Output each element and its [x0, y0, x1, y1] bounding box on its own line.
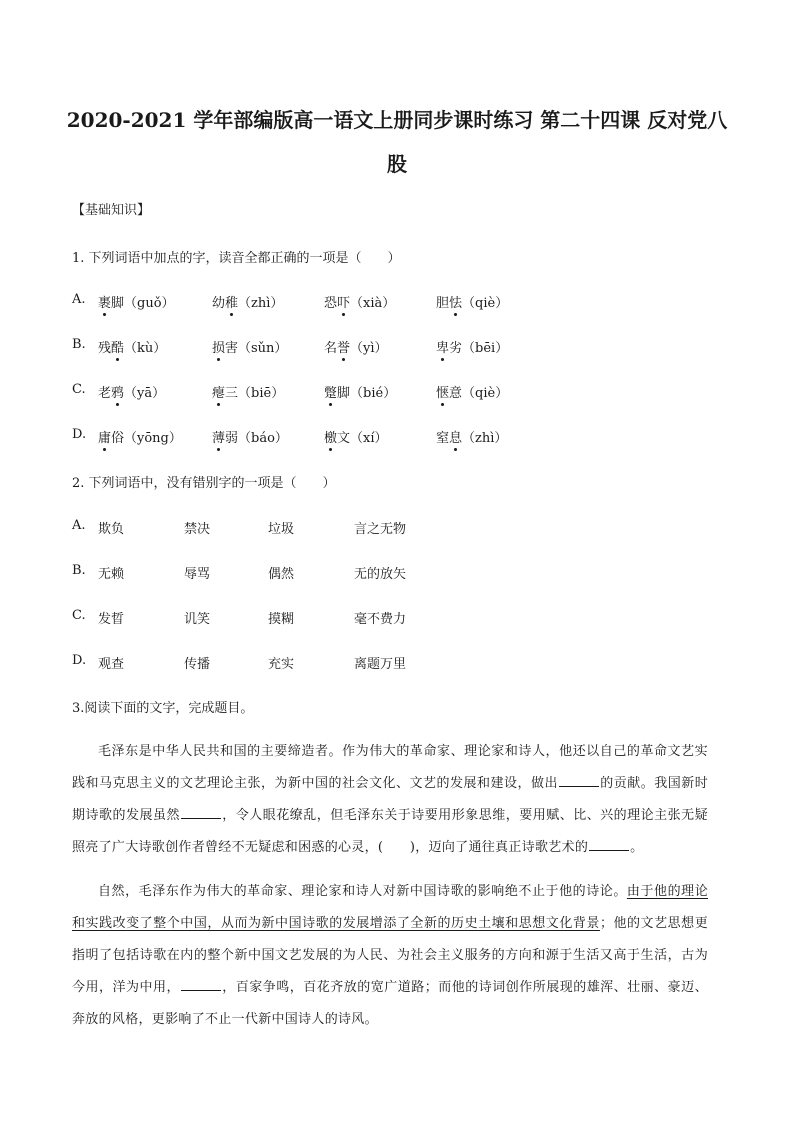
q2-word: 垃圾 — [268, 522, 295, 537]
option-label: A. — [72, 518, 86, 533]
word-pinyin: 三（biē） — [225, 386, 285, 401]
underlined-sentence: 由于他的理论和实践改变了整个中国，从而为新中国诗歌的发展增添了全新的历史土壤和思想文化背景 — [72, 884, 708, 931]
dotted-char: 损 — [212, 337, 225, 356]
q2-word: 言之无物 — [354, 522, 407, 537]
q1-word-item — [324, 382, 396, 401]
dotted-char: 卑 — [436, 337, 449, 356]
word-pinyin: （zhì） — [238, 296, 284, 311]
q1-word-item — [98, 292, 175, 311]
section-heading: 【基础知识】 — [72, 203, 151, 218]
word-pinyin: （yā） — [124, 386, 166, 401]
word-pinyin: 害（sǔn） — [225, 341, 288, 356]
word-pinyin: 俗（yōng） — [111, 431, 182, 446]
option-label: C. — [72, 382, 86, 397]
option-label: D. — [72, 653, 87, 668]
q1-word-item — [212, 427, 288, 446]
word-pinyin: 文（xí） — [337, 431, 388, 446]
q2-option-row[interactable] — [72, 608, 732, 628]
q1-option-row[interactable] — [72, 337, 732, 357]
passage-paragraph-1 — [72, 736, 708, 864]
word-char: 幼 — [212, 296, 226, 311]
dotted-char: 息 — [449, 427, 462, 446]
q1-word-item — [212, 337, 287, 356]
q2-word: 毫不费力 — [354, 612, 407, 627]
word-char: 名 — [324, 341, 338, 356]
dotted-char: 庸 — [98, 427, 111, 446]
passage-text: ；他的文艺思想更指明了包括诗歌在内的整个新中国文艺发展的为人民、为社会主义服务的方向和源于生活又高于生活，古为今用，洋为中用， — [72, 916, 708, 995]
q2-word: 无的放矢 — [354, 567, 407, 582]
dotted-char: 怯 — [449, 292, 462, 311]
word-pinyin: （qiè） — [462, 296, 509, 311]
option-label: B. — [72, 563, 86, 578]
dotted-char: 裹 — [98, 292, 111, 311]
dotted-char: 稚 — [225, 292, 238, 311]
passage-text: 毛泽东是中华人民共和国的主要缔造者。作为伟大的革命家、理论家和诗人，他还以自己的革命文艺实践和马克思主义的文艺理论主张，为新中国的社会文化、文艺的发展和建设，做出 — [72, 744, 708, 791]
document-title: 2020-2021 学年部编版高一语文上册同步课时练习 第二十四课 反对党八股 — [66, 108, 728, 176]
word-char: 恐 — [324, 296, 338, 311]
q2-option-row[interactable] — [72, 518, 732, 538]
passage-text: 的贡献。我国新时期诗歌的发展虽然 — [72, 776, 708, 823]
dotted-char: 蹩 — [324, 382, 337, 401]
q1-word-item — [436, 292, 508, 311]
q2-word: 摸糊 — [268, 612, 295, 627]
question-3-stem: 3.阅读下面的文字，完成题目。 — [72, 701, 254, 716]
q1-option-row[interactable] — [72, 292, 732, 312]
word-char: 残 — [98, 341, 112, 356]
dotted-char: 瘪 — [212, 382, 225, 401]
option-label: C. — [72, 608, 86, 623]
q2-word: 无赖 — [98, 567, 125, 582]
q1-word-item — [212, 292, 283, 311]
q2-word: 偶然 — [268, 567, 295, 582]
q1-word-item — [436, 427, 507, 446]
q1-word-item — [436, 382, 508, 401]
q2-word: 讥笑 — [184, 612, 211, 627]
q1-word-item — [98, 337, 166, 356]
word-pinyin: 弱（báo） — [225, 431, 288, 446]
q1-word-item — [98, 382, 165, 401]
q2-word: 观查 — [98, 657, 125, 672]
passage-text: 自然，毛泽东作为伟大的革命家、理论家和诗人对新中国诗歌的影响绝不止于他的诗论。 — [98, 884, 627, 899]
question-1-stem: 1. 下列词语中加点的字，读音全都正确的一项是（ ） — [72, 251, 401, 266]
dotted-char: 鸦 — [111, 382, 124, 401]
word-char: 老 — [98, 386, 112, 401]
dotted-char: 誉 — [337, 337, 350, 356]
q2-word: 离题万里 — [354, 657, 407, 672]
q2-word: 禁决 — [184, 522, 211, 537]
q2-word: 传播 — [184, 657, 211, 672]
dotted-char: 惬 — [436, 382, 449, 401]
q2-option-row[interactable] — [72, 653, 732, 673]
fill-blank[interactable] — [589, 838, 629, 851]
q2-word: 欺负 — [98, 522, 125, 537]
dotted-char: 酷 — [111, 337, 124, 356]
question-2-stem: 2. 下列词语中，没有错别字的一项是（ ） — [72, 476, 336, 491]
word-pinyin: （yì） — [350, 341, 388, 356]
option-label: B. — [72, 337, 86, 352]
word-pinyin: 脚（bié） — [337, 386, 397, 401]
passage-text: ，令人眼花缭乱，但毛泽东关于诗要用形象思维，要用赋、比、兴的理论主张无疑照亮了广大诗歌创作者曾经不无疑虑和困惑的心灵，( )，迈向了通往真正诗歌艺术的 — [72, 808, 708, 855]
q2-option-row[interactable] — [72, 563, 732, 583]
word-char: 胆 — [436, 296, 450, 311]
word-pinyin: （xià） — [350, 296, 396, 311]
word-pinyin: （kù） — [124, 341, 167, 356]
passage-paragraph-2 — [72, 876, 708, 1036]
q1-word-item — [212, 382, 284, 401]
word-pinyin: 意（qiè） — [449, 386, 509, 401]
q1-option-row[interactable] — [72, 382, 732, 402]
q2-word: 发晢 — [98, 612, 125, 627]
q1-word-item — [436, 337, 508, 356]
dotted-char: 薄 — [212, 427, 225, 446]
option-label: D. — [72, 427, 87, 442]
word-pinyin: （zhì） — [462, 431, 508, 446]
q2-word: 充实 — [268, 657, 295, 672]
q1-word-item — [324, 292, 395, 311]
dotted-char: 吓 — [337, 292, 350, 311]
q1-option-row[interactable] — [72, 427, 732, 447]
fill-blank[interactable] — [559, 774, 599, 787]
fill-blank[interactable] — [181, 806, 221, 819]
dotted-char: 檄 — [324, 427, 337, 446]
q2-word: 辱骂 — [184, 567, 211, 582]
fill-blank[interactable] — [181, 978, 221, 991]
word-char: 窒 — [436, 431, 450, 446]
q1-word-item — [98, 427, 182, 446]
passage-text: ，百家争鸣，百花齐放的宽广道路；而他的诗词创作所展现的雄浑、壮丽、豪迈、奔放的风格，更影响了不止一代新中国诗人的诗风。 — [72, 980, 708, 1027]
option-label: A. — [72, 292, 86, 307]
q1-word-item — [324, 427, 388, 446]
passage-text: 。 — [630, 840, 644, 855]
word-pinyin: 脚（guǒ） — [111, 296, 175, 311]
q1-word-item — [324, 337, 388, 356]
word-pinyin: 劣（bēi） — [449, 341, 509, 356]
